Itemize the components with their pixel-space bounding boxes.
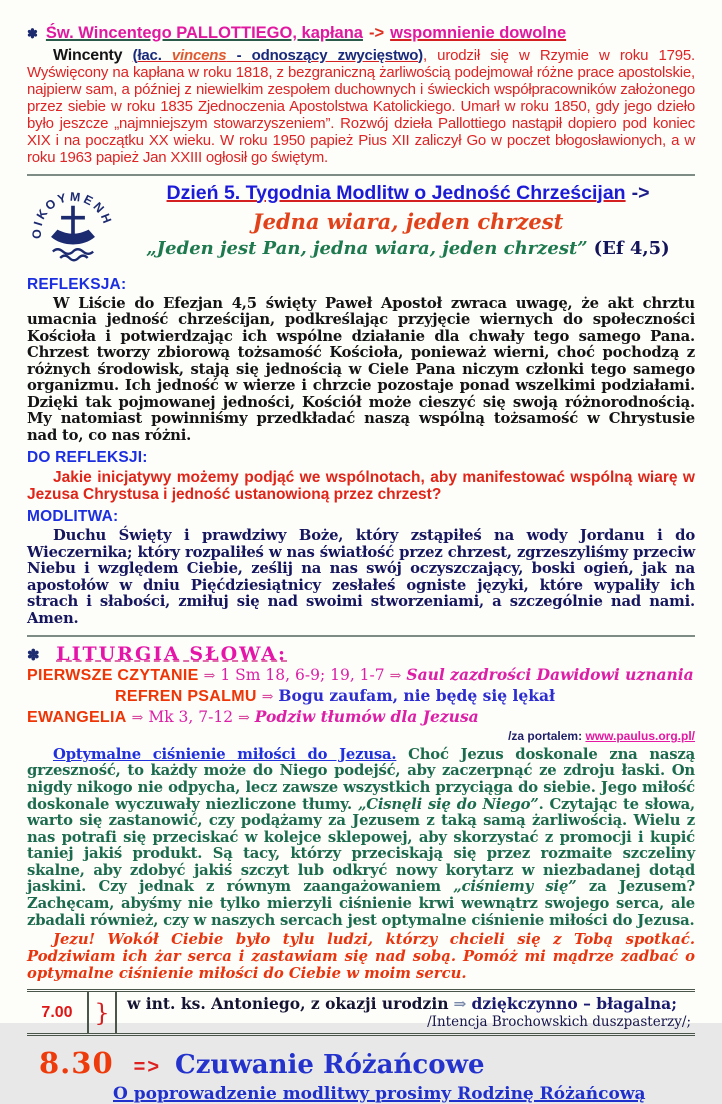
rosary-time: 8.30	[39, 1045, 114, 1080]
meditation-prayer: Jezu! Wokół Ciebie było tylu ludzi, którzy chcieli się z Tobą spotkać. Podziwiam ich żar serca i zastawiam się nad sobą. Pomóż mi mądrze zadbać o optymalne ciśnienie miłości do Ciebie w moim sercu.	[27, 931, 695, 983]
quote-reference: (Ef 4,5)	[593, 237, 670, 259]
scripture-quote	[121, 238, 695, 259]
week-of-prayer-header	[27, 182, 695, 272]
week-day-title	[121, 182, 695, 205]
arrow-glyph: ⇒	[131, 709, 144, 726]
arrow-glyph: ⇒	[389, 667, 402, 684]
first-reading-line	[27, 665, 695, 686]
meditation-quote: „Cisnęli się do Niego”	[357, 795, 539, 813]
source-url-link[interactable]: www.paulus.org.pl/	[585, 728, 695, 743]
psalm-refrain: Bogu zaufam, nie będę się lękał	[278, 685, 555, 705]
rosary-title: Czuwanie Różańcowe	[175, 1049, 485, 1080]
quote-text: „Jeden jest Pan, jedna wiara, jeden chrzest”	[146, 237, 588, 259]
psalm-line	[115, 686, 695, 707]
liturgy-heading-text: LITURGIA SŁOWA:	[56, 642, 288, 665]
prayer-body: Duchu Święty i prawdziwy Boże, który zstąpiłeś na wody Jordanu i do Wieczernika; który rozpaliłeś w nas światłość przez chrzest, zgrzeszyliśmy przeciw Niebu i względem Ciebie, ześlij na nas swój oczyszczający, boski ogień, jak na apostołów w dniu Pięćdziesiątnicy zesłałeś ogniste języki, które wypaliły ich strach i słabości, zmiłuj się nad swoimi stworzeniami, a szczególnie nad nami. Amen.	[27, 527, 695, 627]
prayer-heading: MODLITWA:	[27, 508, 119, 526]
intention-description: w int. ks. Antoniego, z okazji urodzin	[127, 994, 449, 1014]
brace-glyph: }	[89, 992, 117, 1033]
meditation-title: Optymalne ciśnienie miłości do Jezusa.	[53, 745, 397, 763]
wave-line	[53, 249, 93, 254]
intention-note: /Intencja Brochowskich duszpasterzy/;	[427, 1013, 691, 1030]
saint-heading-line	[27, 24, 695, 44]
week-header-texts	[121, 182, 695, 259]
first-reading-label: PIERWSZE CZYTANIE	[27, 666, 199, 684]
arrow-glyph: ⇒	[261, 688, 274, 705]
meditation-body	[27, 747, 695, 929]
arrow-glyph: ⇒	[238, 709, 250, 726]
rosary-vigil-line	[39, 1046, 695, 1080]
wave-line	[60, 255, 87, 260]
arrow-glyph: ⇒	[453, 994, 467, 1014]
logo-text: ΟΙΚΟΥΜΕΝΗ	[29, 189, 116, 239]
latin-etymology: (łac. vincens - odnoszący zwycięstwo)	[132, 46, 423, 64]
intention-kind: dziękczynno – błagalna;	[471, 994, 677, 1014]
source-attribution	[27, 729, 695, 743]
mass-intention-row	[27, 989, 695, 1036]
flower-bullet-icon: ✽	[27, 645, 40, 664]
arrow-glyph: =>	[133, 1055, 161, 1078]
arrow-glyph: ->	[631, 181, 650, 204]
saint-biography	[27, 47, 695, 167]
section-divider	[27, 174, 695, 176]
mass-intention-text	[117, 992, 695, 1033]
gospel-label: EWANGELIA	[27, 708, 127, 726]
reflection-body: W Liście do Efezjan 4,5 święty Paweł Apostoł zwraca uwagę, że akt chrztu umacnia jedność chrześcijan, podkreślając przyjęcie wiernych do społeczności Kościoła i potwierdzając ich wspólne działanie dla chwały tego samego Pana. Chrzest tworzy zbiorową tożsamość Kościoła, ponieważ wierni, choć pochodzą z różnych środowisk, stają się jednością w Ciele Pana niczym członki tego samego organizmu. Ich jedność w wierze i chrzcie pozostaje ponad wszelkimi podziałami. Dzięki tak pojmowanej jedności, Kościół może cieszyć się swoją różnorodnością. My natomiast powinniśmy przedkładać naszą wspólną tożsamość w Chrystusie nad to, co nas różni.	[27, 294, 695, 444]
meditation-quote: „ciśniemy się”	[453, 878, 577, 896]
latin-meaning: odnoszący zwycięstwo	[251, 46, 419, 64]
saint-title-link[interactable]: Św. Wincentego PALLOTTIEGO, kapłana	[45, 24, 363, 42]
meditation-text: Choć Jezus doskonale zna naszą grzeszność, to każdy może do Niego podejść, aby zaczerpnąć ze zdroju łaski. On nigdy nikogo nie odpycha, lecz zawsze wszystkich przyciąga do siebie. Jego miłość doskonale wyczuwały niezliczone tłumy.	[27, 745, 695, 813]
section-divider	[27, 635, 695, 637]
first-reading-reference: 1 Sm 18, 6-9; 19, 1-7	[220, 665, 385, 684]
first-reading-description: Saul zazdrości Dawidowi uznania	[406, 664, 694, 684]
biography-text: , urodził się w Rzymie w roku 1795. Wyświęcony na kapłana w roku 1818, z bezgraniczną żarliwością podejmował różne prace apostolskie, najpierw sam, a później z niewielkim zespołem duchownych i świeckich współpracowników założonego przez siebie w roku 1835 Zjednoczenia Apostolstwa Katolickiego. Umarł w roku 1850, gdy jego dzieło było jeszcze „najmniejszym stowarzyszeniem”. Rozwój dzieła Pallottiego nastąpił dopiero pod koniec XIX i na początku XX wieku. W roku 1950 papież Pius XII zaliczył Go w poczet błogosławionych, a w roku 1963 papież Jan XXIII ogłosił go świętym.	[27, 46, 696, 166]
mass-time: 7.00	[27, 992, 89, 1033]
liturgy-heading	[27, 643, 695, 665]
to-reflection-heading: DO REFLEKSJI:	[27, 448, 148, 466]
gospel-description: Podziw tłumów dla Jezusa	[254, 706, 479, 726]
memorial-type-link[interactable]: wspomnienie dowolne	[390, 24, 567, 42]
week-theme: Jedna wiara, jeden chrzest	[252, 208, 564, 234]
meditation-text: za Jezusem? Zachęcam, abyśmy nie tylko mierzyli ciśnienie krwi wewnątrz swojego serca, ale zbadali również, czy w naszych sercach jest optymalne ciśnienie miłości do Jezusa.	[27, 878, 695, 929]
flower-bullet-icon: ✽	[27, 26, 38, 41]
gospel-reference: Mk 3, 7-12	[148, 707, 234, 726]
reflection-heading: REFLEKSJA:	[27, 275, 127, 293]
to-reflection-question: Jakie inicjatywy możemy podjąć we wspólnotach, aby manifestować wspólną wiarę w Jezusa Chrystusa i jedność ustanowioną przez chrzest?	[27, 468, 695, 504]
oikoumene-logo-icon	[27, 182, 121, 272]
source-prefix: /za portalem:	[508, 728, 586, 743]
saint-name: Wincenty	[53, 46, 123, 64]
meditation-text: . Czytając te słowa, warto się zastanowić, czy podążamy za Jezusem z taką samą żarliwością. Wielu z nas potrafi się przeciskać w kolejce sklepowej, aby skorzystać z promocji i kupić taniej jakiś produkt. Są tacy, którzy przeciskają się przez rozmaite szczeliny skalne, aby zdobyć jakiś szczyt lub odkryć nowy korytarz w niezbadanej dotąd jaskini. Czy jednak z równym zaangażowaniem	[27, 795, 695, 896]
week-day-title-link[interactable]: Dzień 5. Tygodnia Modlitw o Jedność Chrześcijan	[166, 181, 626, 204]
psalm-label: REFREN PSALMU	[115, 687, 257, 705]
rosary-subtitle-link[interactable]: O poprowadzenie modlitwy prosimy Rodzinę Różańcową	[113, 1083, 646, 1104]
arrow-glyph: ⇒	[203, 667, 216, 684]
arrow-glyph: ->	[368, 24, 385, 42]
latin-word: vincens	[171, 46, 227, 64]
gospel-line	[27, 707, 695, 728]
